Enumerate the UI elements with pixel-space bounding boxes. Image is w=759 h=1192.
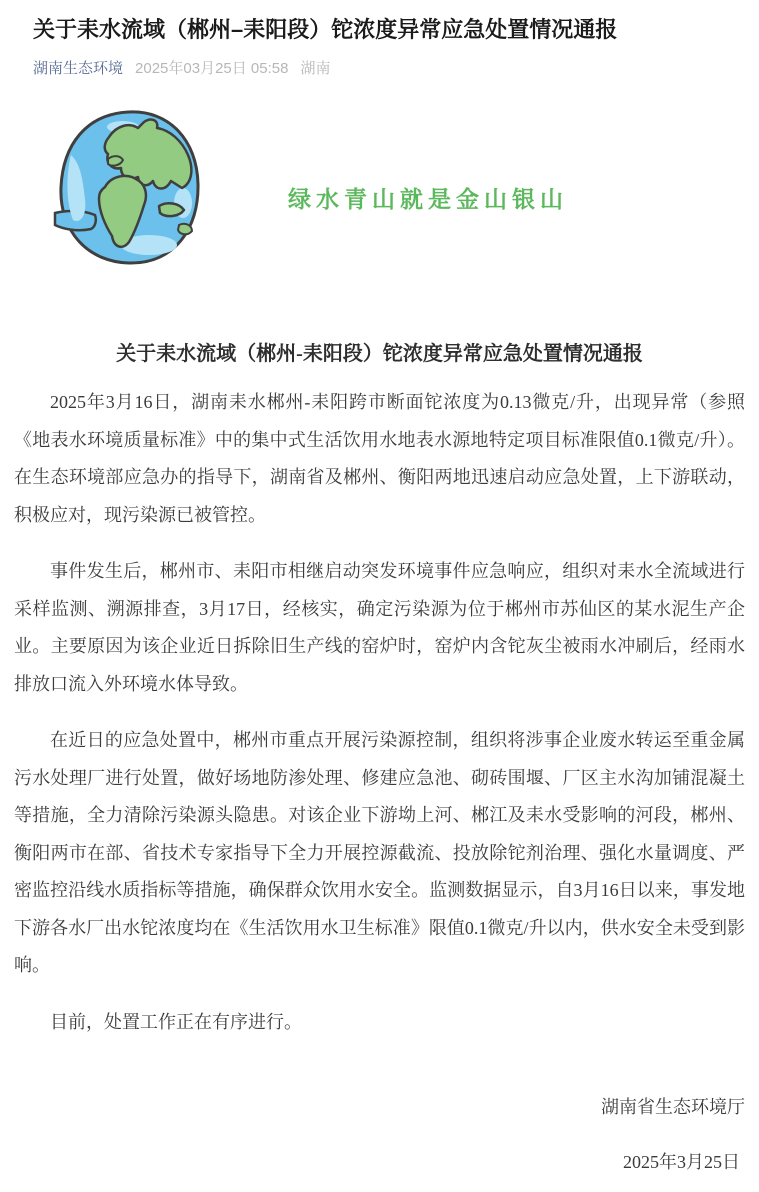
paragraph: 目前，处置工作正在有序进行。	[50, 1011, 302, 1032]
signature-date: 2025年3月25日	[623, 1152, 740, 1172]
article-body	[0, 340, 759, 1176]
paragraph: 事件发生后，郴州市、耒阳市相继启动突发环境事件应急响应，组织对耒水全流域进行采样监测、溯源排查，3月17日，经核实，确定污染源为位于郴州市苏仙区的某水泥生产企业。主要原因为该企业近日拆除旧生产线的窑炉时，窑炉内含铊灰尘被雨水冲刷后，经雨水排放口流入外环境水体导致。	[14, 561, 745, 694]
article-title: 关于耒水流域（郴州-耒阳段）铊浓度异常应急处置情况通报	[116, 343, 643, 365]
byline	[33, 58, 726, 79]
banner-slogan: 绿水青山就是金山银山	[288, 186, 568, 212]
publish-datetime: 2025年03月25日 05:58	[135, 60, 289, 77]
signature-org: 湖南省生态环境厅	[601, 1097, 745, 1117]
banner-image	[0, 97, 759, 302]
article-paragraphs	[14, 384, 745, 1041]
earth-globe-icon	[53, 107, 205, 269]
account-name-link[interactable]: 湖南生态环境	[33, 60, 124, 77]
publish-region: 湖南	[300, 60, 331, 77]
paragraph: 在近日的应急处置中，郴州市重点开展污染源控制，组织将涉事企业废水转运至重金属污水处理厂进行处置，做好场地防渗处理、修建应急池、砌砖围堰、厂区主水沟加铺混凝土等措施，全力清除污染源头隐患。对该企业下游坳上河、郴江及耒水受影响的河段，郴州、衡阳两市在部、省技术专家指导下全力开展控源截流、投放除铊剂治理、强化水量调度、严密监控沿线水质指标等措施，确保群众饮用水安全。监测数据显示，自3月16日以来，事发地下游各水厂出水铊浓度均在《生活饮用水卫生标准》限值0.1微克/升以内，供水安全未受到影响。	[14, 730, 745, 975]
paragraph: 2025年3月16日，湖南耒水郴州-耒阳跨市断面铊浓度为0.13微克/升，出现异常（参照《地表水环境质量标准》中的集中式生活饮用水地表水源地特定项目标准限值0.1微克/升）。在生态环境部应急办的指导下，湖南省及郴州、衡阳两地迅速启动应急处置，上下游联动，积极应对，现污染源已被管控。	[14, 392, 745, 525]
article-header	[0, 0, 759, 79]
page-title: 关于耒水流域（郴州–耒阳段）铊浓度异常应急处置情况通报	[33, 17, 618, 42]
